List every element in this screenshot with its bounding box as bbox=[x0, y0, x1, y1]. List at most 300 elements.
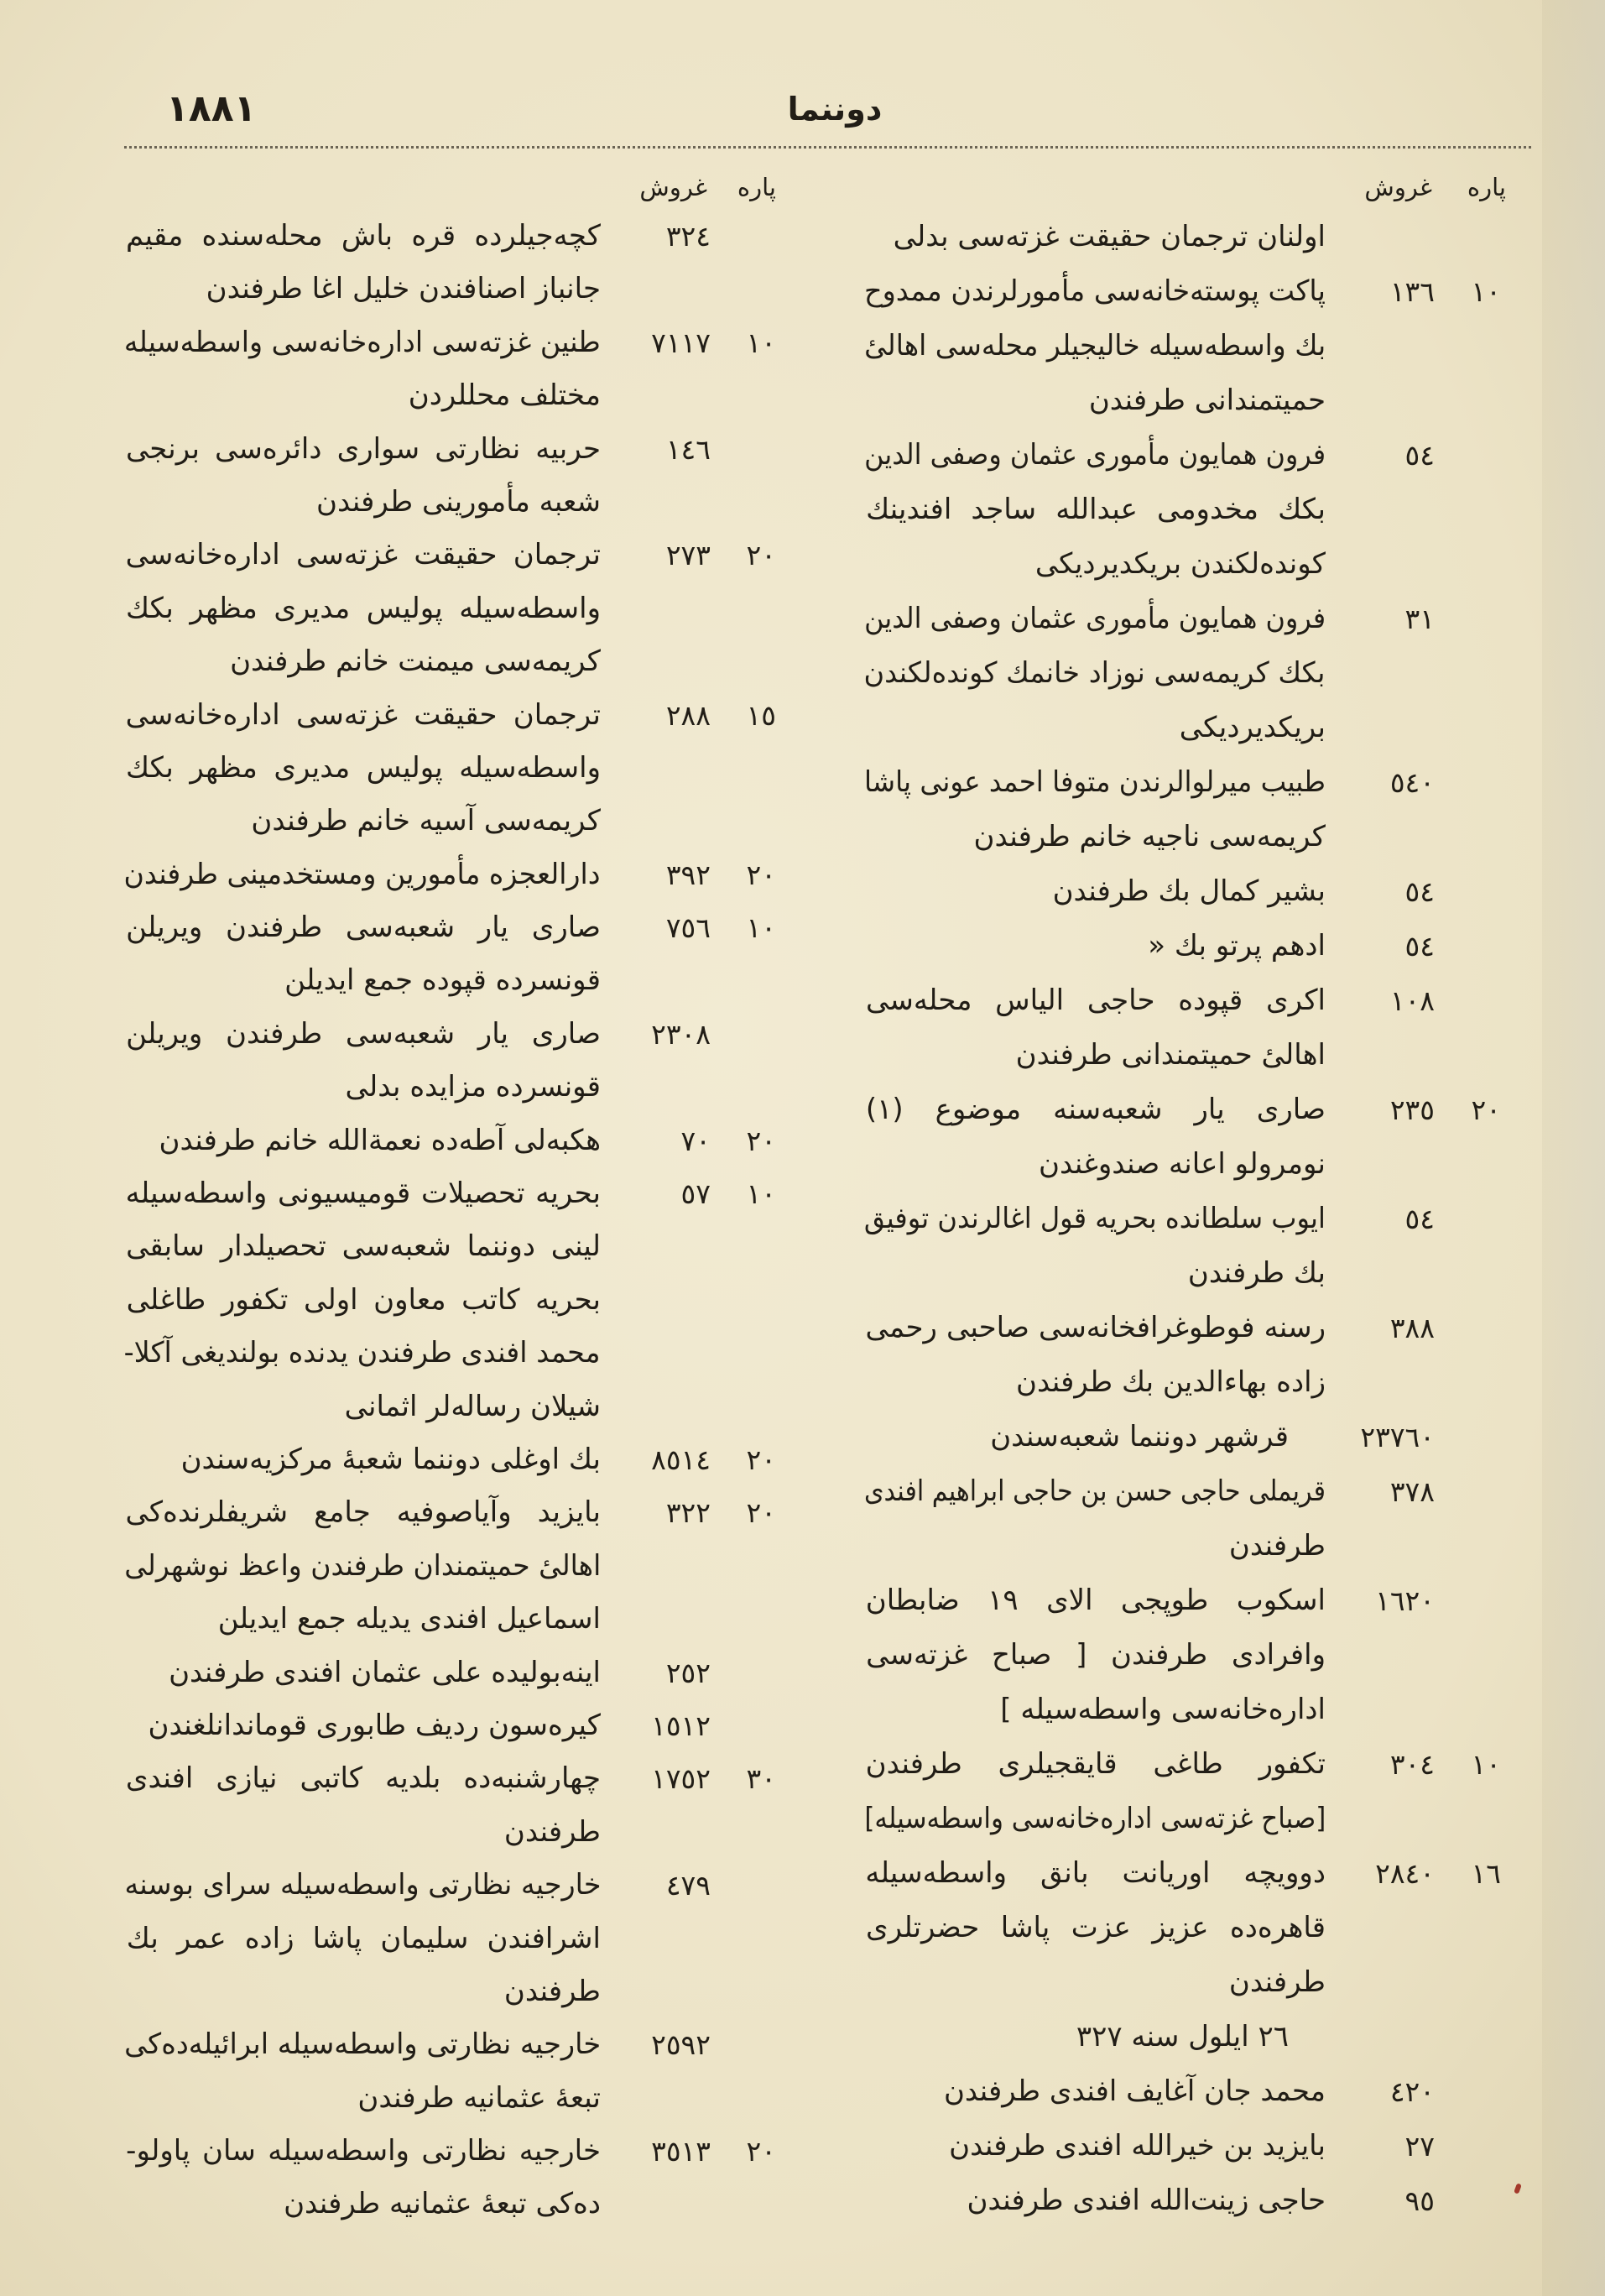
donation-entry bbox=[124, 2125, 780, 2231]
entry-text-line: محمد افندی طرفندن يدنده بولنديغی آكلا- bbox=[123, 1336, 601, 1370]
entry-row bbox=[864, 1464, 1506, 1519]
entry-text-cell bbox=[864, 1573, 1334, 1632]
empty-cell bbox=[713, 263, 780, 320]
kurus-amount: ١٠٨ bbox=[1389, 984, 1435, 1017]
entry-text-cell bbox=[124, 1486, 608, 1543]
entry-text-line: بحريه كاتب معاون اولی تكفور طاغلی bbox=[126, 1282, 601, 1317]
empty-cell bbox=[1334, 1028, 1436, 1087]
entry-row bbox=[124, 582, 780, 635]
empty-cell bbox=[1436, 864, 1506, 923]
entry-row bbox=[864, 592, 1506, 646]
entry-text-line: كچه‌جيلرده قره باش محله‌سنده مقيم bbox=[126, 219, 601, 253]
donation-entry bbox=[124, 1859, 780, 2018]
para-amount: ٢٠ bbox=[746, 539, 776, 572]
empty-cell bbox=[713, 1646, 780, 1704]
entry-row bbox=[124, 1380, 780, 1433]
entry-text-line: بكك كريمه‌سی نوزاد خانمك كونده‌لكندن bbox=[864, 656, 1326, 690]
right-column-header bbox=[864, 168, 1506, 206]
empty-cell bbox=[1436, 1573, 1506, 1632]
empty-cell bbox=[713, 1699, 780, 1756]
empty-cell bbox=[713, 2178, 780, 2235]
entry-text-cell bbox=[124, 954, 608, 1011]
entry-text-cell bbox=[864, 592, 1334, 650]
entry-text-cell bbox=[124, 1752, 608, 1809]
entry-row bbox=[864, 1683, 1506, 1737]
entry-row bbox=[124, 635, 780, 688]
entry-text-line: جانباز اصنافندن خليل اغا طرفندن bbox=[206, 272, 601, 306]
kurus-amount: ٣٢٤ bbox=[665, 220, 711, 253]
empty-cell bbox=[1436, 919, 1506, 978]
entry-text-cell bbox=[864, 1955, 1334, 2014]
entry-text-cell bbox=[124, 369, 608, 426]
kurus-amount: ٥٤ bbox=[1404, 930, 1435, 963]
empty-cell bbox=[608, 635, 713, 692]
entry-text-cell bbox=[124, 1699, 608, 1756]
empty-cell bbox=[1436, 2010, 1506, 2069]
entry-text-line: بك اوغلی دوننما شعبهٔ مركزيه‌سندن bbox=[180, 1442, 601, 1476]
empty-cell bbox=[1334, 1901, 1436, 1959]
empty-cell bbox=[713, 1327, 780, 1384]
entry-text-line: اكری قپوده حاجی الياس محله‌سی bbox=[866, 984, 1326, 1017]
empty-cell bbox=[713, 635, 780, 692]
para-amount: ٢٠ bbox=[746, 858, 776, 891]
donation-entry bbox=[124, 1699, 780, 1752]
entry-text-cell bbox=[124, 1912, 608, 1970]
entry-row bbox=[864, 319, 1506, 373]
entry-text-cell bbox=[124, 1061, 608, 1118]
entry-text-cell bbox=[124, 582, 608, 639]
entry-row bbox=[864, 1301, 1506, 1355]
entry-row bbox=[124, 1965, 780, 2018]
donation-entry bbox=[864, 2173, 1506, 2228]
entry-text-line: صاری يار شعبه‌سی طرفندن ويريلن bbox=[126, 911, 601, 945]
entry-row bbox=[864, 1355, 1506, 1410]
empty-cell bbox=[713, 1965, 780, 2022]
entry-text-cell bbox=[864, 973, 1334, 1032]
entry-text-cell bbox=[124, 1327, 608, 1384]
entry-text-line: قرشهر دوننما شعبه‌سندن bbox=[990, 1420, 1289, 1453]
donation-entry bbox=[864, 973, 1506, 1083]
page-number: ١٨٨١ bbox=[166, 87, 257, 130]
entry-row bbox=[124, 1806, 780, 1859]
left-column-entries bbox=[124, 210, 780, 2231]
donation-entry bbox=[124, 1752, 780, 1859]
donation-entry bbox=[864, 1410, 1506, 1464]
donation-entry bbox=[864, 864, 1506, 919]
empty-cell bbox=[1334, 483, 1436, 541]
empty-cell bbox=[608, 263, 713, 320]
empty-cell bbox=[608, 1061, 713, 1118]
empty-cell bbox=[1334, 1355, 1436, 1414]
donation-entry bbox=[864, 1737, 1506, 1846]
entry-text-line: وافرادی طرفندن [ صباح غزته‌سی bbox=[866, 1638, 1326, 1672]
kurus-amount: ٢٥٢ bbox=[665, 1656, 711, 1689]
entry-text-cell bbox=[124, 1274, 608, 1331]
entry-row bbox=[124, 1433, 780, 1486]
entry-text-cell bbox=[864, 1628, 1334, 1687]
entry-row bbox=[124, 1061, 780, 1114]
column-header-spacer bbox=[124, 168, 608, 206]
kurus-amount: ٣٨٨ bbox=[1389, 1312, 1435, 1344]
entry-text-cell bbox=[124, 1593, 608, 1650]
entry-text-line: محمد جان آغايف افندی طرفندن bbox=[943, 2074, 1326, 2108]
entry-row bbox=[124, 1274, 780, 1327]
entry-text-line: حميتمندانی طرفندن bbox=[1088, 384, 1326, 417]
entry-text-cell bbox=[124, 1167, 608, 1224]
empty-cell bbox=[1334, 1628, 1436, 1687]
empty-cell bbox=[1436, 537, 1506, 596]
donation-entry bbox=[124, 689, 780, 848]
entry-row bbox=[124, 1327, 780, 1380]
empty-cell bbox=[1436, 1028, 1506, 1087]
entry-row bbox=[124, 476, 780, 529]
entry-text-cell bbox=[864, 1246, 1334, 1305]
empty-cell bbox=[713, 476, 780, 533]
kurus-amount: ٥٤٠ bbox=[1389, 766, 1435, 799]
empty-cell bbox=[608, 1965, 713, 2022]
entry-text-cell bbox=[864, 1355, 1334, 1414]
entry-row bbox=[124, 1593, 780, 1646]
entry-text-line: اداره‌خانه‌سی واسطه‌سيله ] bbox=[1000, 1693, 1326, 1726]
empty-cell bbox=[713, 954, 780, 1011]
entry-text-cell bbox=[864, 810, 1334, 869]
entry-text-line: بحريه تحصيلات قوميسيونی واسطه‌سيله bbox=[125, 1177, 601, 1211]
donation-entry bbox=[124, 423, 780, 530]
entry-text-line: طرفندن bbox=[503, 1814, 601, 1849]
empty-cell bbox=[1436, 1628, 1506, 1687]
entry-row bbox=[124, 2178, 780, 2231]
empty-cell bbox=[1334, 1792, 1436, 1850]
entry-row bbox=[864, 973, 1506, 1028]
entry-text-cell bbox=[864, 646, 1334, 705]
column-header-para: پاره bbox=[737, 173, 776, 201]
entry-row bbox=[124, 848, 780, 901]
entry-row bbox=[124, 795, 780, 848]
entry-text-line: خارجيه نظارتی واسطه‌سيله ابرائيله‌ده‌كی bbox=[123, 2027, 601, 2062]
entry-row bbox=[864, 1137, 1506, 1192]
kurus-amount: ٣٩٢ bbox=[665, 858, 711, 891]
column-header-para: پاره bbox=[1467, 173, 1506, 201]
column-header-kurus: غروش bbox=[1364, 173, 1432, 201]
empty-cell bbox=[1334, 701, 1436, 759]
entry-text-cell bbox=[864, 1792, 1334, 1850]
donation-entry bbox=[864, 592, 1506, 755]
donation-entry bbox=[864, 1301, 1506, 1410]
entry-text-cell bbox=[124, 476, 608, 533]
kurus-amount: ٧٥٦ bbox=[665, 911, 711, 945]
empty-cell bbox=[713, 423, 780, 480]
entry-text-line: بايزيد بن خيرالله افندی طرفندن bbox=[949, 2129, 1326, 2163]
entry-text-line: كيره‌سون رديف طابوری قوماندانلغندن bbox=[148, 1708, 601, 1742]
donation-entry bbox=[864, 264, 1506, 428]
entry-text-cell bbox=[864, 264, 1334, 323]
entry-text-line: ايوب سلطانده بحريه قول اغالرندن توفيق bbox=[864, 1202, 1326, 1235]
donation-entry bbox=[864, 2064, 1506, 2119]
entry-text-line: اهالیٔ حميتمندانی طرفندن bbox=[1015, 1038, 1326, 1072]
empty-cell bbox=[608, 1220, 713, 1277]
kurus-amount: ٣٢٢ bbox=[665, 1496, 711, 1530]
empty-cell bbox=[608, 1912, 713, 1970]
entry-row bbox=[124, 2125, 780, 2178]
entry-text-cell bbox=[864, 1137, 1334, 1196]
kurus-amount: ٢٣٥ bbox=[1389, 1093, 1435, 1126]
empty-cell bbox=[1334, 1519, 1436, 1578]
entry-row bbox=[124, 2018, 780, 2071]
entry-text-line: هكبه‌لی آطه‌ده نعمةالله خانم طرفندن bbox=[159, 1123, 601, 1157]
entry-text-cell bbox=[124, 1114, 608, 1171]
entry-row bbox=[124, 2072, 780, 2125]
empty-cell bbox=[1436, 810, 1506, 869]
empty-cell bbox=[1436, 973, 1506, 1032]
entry-row bbox=[864, 1192, 1506, 1246]
entry-row bbox=[124, 1220, 780, 1273]
entry-row bbox=[864, 701, 1506, 755]
entry-text-cell bbox=[864, 1846, 1334, 1905]
entry-text-line: تبعهٔ عثمانيه طرفندن bbox=[357, 2080, 601, 2115]
entry-text-cell bbox=[124, 529, 608, 586]
donation-entry bbox=[124, 2018, 780, 2125]
empty-cell bbox=[1436, 428, 1506, 487]
donation-entry bbox=[864, 1083, 1506, 1192]
entry-text-line: پاكت پوسته‌خانه‌سی مأمورلرندن ممدوح bbox=[864, 274, 1326, 308]
kurus-amount: ٨٥١٤ bbox=[651, 1443, 711, 1476]
entry-text-cell bbox=[124, 2018, 608, 2075]
empty-cell bbox=[1436, 1410, 1506, 1469]
ink-mark bbox=[1514, 2183, 1522, 2194]
empty-cell bbox=[1436, 1519, 1506, 1578]
column-header-spacer bbox=[864, 168, 1334, 206]
empty-cell bbox=[713, 1220, 780, 1277]
entry-row bbox=[864, 2173, 1506, 2228]
para-amount: ١٦ bbox=[1471, 1857, 1501, 1890]
entry-row bbox=[864, 373, 1506, 428]
entry-text-line: واسطه‌سيله پوليس مديری مظهر بكك bbox=[125, 591, 601, 625]
empty-cell bbox=[1436, 1355, 1506, 1414]
entry-text-line: كونده‌لكندن بريكديرديكی bbox=[1034, 547, 1326, 581]
entry-text-line: نومرولو اعانه صندوغندن bbox=[1039, 1147, 1326, 1181]
para-amount: ١٠ bbox=[746, 326, 776, 359]
entry-text-cell bbox=[124, 1646, 608, 1704]
entry-row bbox=[124, 1859, 780, 1912]
empty-cell bbox=[1436, 592, 1506, 650]
entry-text-line: بك طرفندن bbox=[1187, 1256, 1326, 1290]
entry-row bbox=[864, 1846, 1506, 1901]
donation-entry bbox=[864, 428, 1506, 592]
entry-text-line: ده‌كی تبعهٔ عثمانيه طرفندن bbox=[284, 2187, 601, 2221]
entry-row bbox=[864, 1246, 1506, 1301]
entry-text-line: تكفور طاغی قايقجيلری طرفندن bbox=[865, 1747, 1326, 1781]
para-amount: ٢٠ bbox=[746, 1124, 776, 1157]
entry-text-cell bbox=[124, 635, 608, 692]
entry-row bbox=[124, 689, 780, 742]
kurus-amount: ٣٠٤ bbox=[1389, 1748, 1435, 1781]
date-row bbox=[864, 2010, 1506, 2064]
empty-cell bbox=[1436, 210, 1506, 269]
empty-cell bbox=[608, 476, 713, 533]
entry-row bbox=[864, 1028, 1506, 1083]
empty-cell bbox=[713, 1912, 780, 1970]
entry-row bbox=[124, 1912, 780, 1965]
entry-row bbox=[124, 1699, 780, 1752]
entry-text-cell bbox=[124, 316, 608, 373]
donation-entry bbox=[124, 529, 780, 688]
entry-row bbox=[864, 1083, 1506, 1137]
empty-cell bbox=[608, 1593, 713, 1650]
entry-text-cell bbox=[864, 1683, 1334, 1741]
entry-row bbox=[864, 2064, 1506, 2119]
entry-text-line: شعبه مأمورينی طرفندن bbox=[316, 484, 601, 519]
entry-text-cell bbox=[124, 1965, 608, 2022]
entry-row bbox=[864, 537, 1506, 592]
entry-row bbox=[124, 263, 780, 316]
para-amount: ٢٠ bbox=[746, 2135, 776, 2168]
entry-row bbox=[124, 1752, 780, 1805]
entry-text-line: چهارشنبه‌ده بلديه كاتبی نيازی افندی bbox=[125, 1761, 601, 1796]
entry-text-line: خارجيه نظارتی واسطه‌سيله سرای بوسنه bbox=[123, 1868, 601, 1902]
empty-cell bbox=[608, 1380, 713, 1438]
entry-row bbox=[124, 1008, 780, 1061]
entry-text-line: ادهم پرتو بك « bbox=[1148, 929, 1326, 963]
entry-text-line: فرون همايون مأموری عثمان وصفی الدين bbox=[863, 438, 1326, 472]
kurus-amount: ١٥١٢ bbox=[651, 1709, 711, 1742]
empty-cell bbox=[1436, 1464, 1506, 1523]
entry-text-cell bbox=[864, 428, 1334, 487]
empty-cell bbox=[1334, 210, 1436, 269]
kurus-amount: ٢٨٨ bbox=[665, 698, 711, 732]
entry-text-cell bbox=[864, 319, 1334, 378]
right-column-entries bbox=[864, 210, 1506, 2228]
entry-text-cell bbox=[864, 2173, 1334, 2232]
entry-text-line: زاده بهاءالدين بك طرفندن bbox=[1016, 1365, 1326, 1399]
kurus-amount: ٢٧٣ bbox=[665, 539, 711, 572]
entry-text-cell bbox=[864, 1737, 1334, 1796]
empty-cell bbox=[713, 582, 780, 639]
empty-cell bbox=[1436, 1901, 1506, 1959]
donation-entry bbox=[124, 1167, 780, 1433]
entry-row bbox=[864, 864, 1506, 919]
entry-row bbox=[124, 1167, 780, 1220]
entry-text-line: قونسرده مزايده بدلی bbox=[345, 1070, 601, 1104]
empty-cell bbox=[713, 1540, 780, 1597]
empty-cell bbox=[1436, 755, 1506, 814]
entry-row bbox=[124, 1486, 780, 1539]
empty-cell bbox=[1334, 1246, 1436, 1305]
empty-cell bbox=[713, 1008, 780, 1065]
entry-text-line: طرفندن bbox=[1228, 1965, 1326, 1999]
donation-entry bbox=[864, 1846, 1506, 2010]
entry-text-cell bbox=[864, 1410, 1334, 1469]
entry-row bbox=[864, 755, 1506, 810]
entry-text-line: قونسرده قپوده جمع ايديلن bbox=[284, 963, 601, 998]
entry-text-cell bbox=[864, 483, 1334, 541]
empty-cell bbox=[713, 210, 780, 267]
entry-text-line: بريكديرديكی bbox=[1179, 711, 1326, 744]
kurus-amount: ٧١١٧ bbox=[651, 326, 711, 359]
entry-row bbox=[864, 1901, 1506, 1955]
entry-text-cell bbox=[864, 1519, 1334, 1578]
entry-row bbox=[124, 529, 780, 582]
empty-cell bbox=[1334, 1683, 1436, 1741]
entry-text-cell bbox=[124, 1220, 608, 1277]
empty-cell bbox=[1436, 1683, 1506, 1741]
entry-row bbox=[124, 1646, 780, 1699]
entry-text-cell bbox=[864, 1083, 1334, 1141]
empty-cell bbox=[1436, 319, 1506, 378]
entry-text-cell bbox=[864, 537, 1334, 596]
empty-cell bbox=[1436, 1301, 1506, 1359]
entry-text-line: بك واسطه‌سيله خاليجيلر محله‌سی اهالیٔ bbox=[863, 329, 1326, 363]
donation-entry bbox=[864, 210, 1506, 264]
entry-text-line: اولنان ترجمان حقيقت غزته‌سی بدلی bbox=[893, 220, 1326, 253]
donation-entry bbox=[124, 1114, 780, 1167]
empty-cell bbox=[713, 1593, 780, 1650]
entry-text-line: قاهره‌ده عزيز عزت پاشا حضرتلری bbox=[865, 1911, 1326, 1944]
left-column-header bbox=[124, 168, 780, 206]
entry-text-line: حاجی زينت‌الله افندی طرفندن bbox=[967, 2184, 1326, 2217]
entry-text-line: دوويچه اوريانت بانق واسطه‌سيله bbox=[865, 1856, 1326, 1890]
entry-text-cell bbox=[124, 1859, 608, 1916]
empty-cell bbox=[713, 1380, 780, 1438]
entry-row bbox=[864, 646, 1506, 701]
entry-text-line: ترجمان حقيقت غزته‌سی اداره‌خانه‌سی bbox=[125, 697, 601, 732]
empty-cell bbox=[1436, 1137, 1506, 1196]
entry-text-line: بشير كمال بك طرفندن bbox=[1052, 874, 1326, 908]
kurus-amount: ١٦٢٠ bbox=[1375, 1584, 1435, 1617]
empty-cell bbox=[713, 1274, 780, 1331]
entry-row bbox=[124, 210, 780, 263]
kurus-amount: ٧٠ bbox=[680, 1124, 711, 1157]
entry-row bbox=[124, 1114, 780, 1167]
entry-text-cell bbox=[124, 1540, 608, 1597]
kurus-amount: ٩٥ bbox=[1404, 2184, 1435, 2217]
para-amount: ١٠ bbox=[1471, 1748, 1501, 1781]
kurus-amount: ٢٨٤٠ bbox=[1375, 1857, 1435, 1890]
date-heading: ٢٦ ايلول سنه ٣٢٧ bbox=[1076, 2020, 1289, 2053]
entry-row bbox=[864, 2119, 1506, 2173]
empty-cell bbox=[1436, 1246, 1506, 1305]
entry-text-line: مختلف محللردن bbox=[408, 378, 601, 413]
kurus-amount: ١٣٦ bbox=[1389, 275, 1435, 308]
empty-cell bbox=[1436, 483, 1506, 541]
entry-text-cell bbox=[864, 864, 1334, 923]
empty-cell bbox=[1334, 810, 1436, 869]
empty-cell bbox=[713, 742, 780, 799]
empty-cell bbox=[608, 795, 713, 852]
entry-row bbox=[864, 810, 1506, 864]
entry-row bbox=[124, 1540, 780, 1593]
empty-cell bbox=[1334, 1137, 1436, 1196]
entry-text-cell bbox=[124, 848, 608, 905]
entry-text-cell bbox=[124, 210, 608, 267]
empty-cell bbox=[1334, 537, 1436, 596]
kurus-amount: ٢٣٠٨ bbox=[651, 1017, 711, 1051]
entry-row bbox=[864, 1737, 1506, 1792]
donation-entry bbox=[864, 1573, 1506, 1737]
kurus-amount: ٣٥١٣ bbox=[651, 2135, 711, 2168]
entry-row bbox=[124, 316, 780, 369]
entry-row bbox=[864, 1573, 1506, 1628]
entry-text-cell bbox=[124, 1008, 608, 1065]
donation-entry bbox=[864, 919, 1506, 973]
donation-entry bbox=[124, 1646, 780, 1699]
entry-text-cell bbox=[124, 2072, 608, 2129]
empty-cell bbox=[713, 2018, 780, 2075]
empty-cell bbox=[608, 2178, 713, 2235]
donation-entry bbox=[864, 2119, 1506, 2173]
kurus-amount: ٢٥٩٢ bbox=[651, 2028, 711, 2062]
running-title: دوننما bbox=[787, 91, 883, 128]
kurus-amount: ٥٤ bbox=[1404, 439, 1435, 472]
